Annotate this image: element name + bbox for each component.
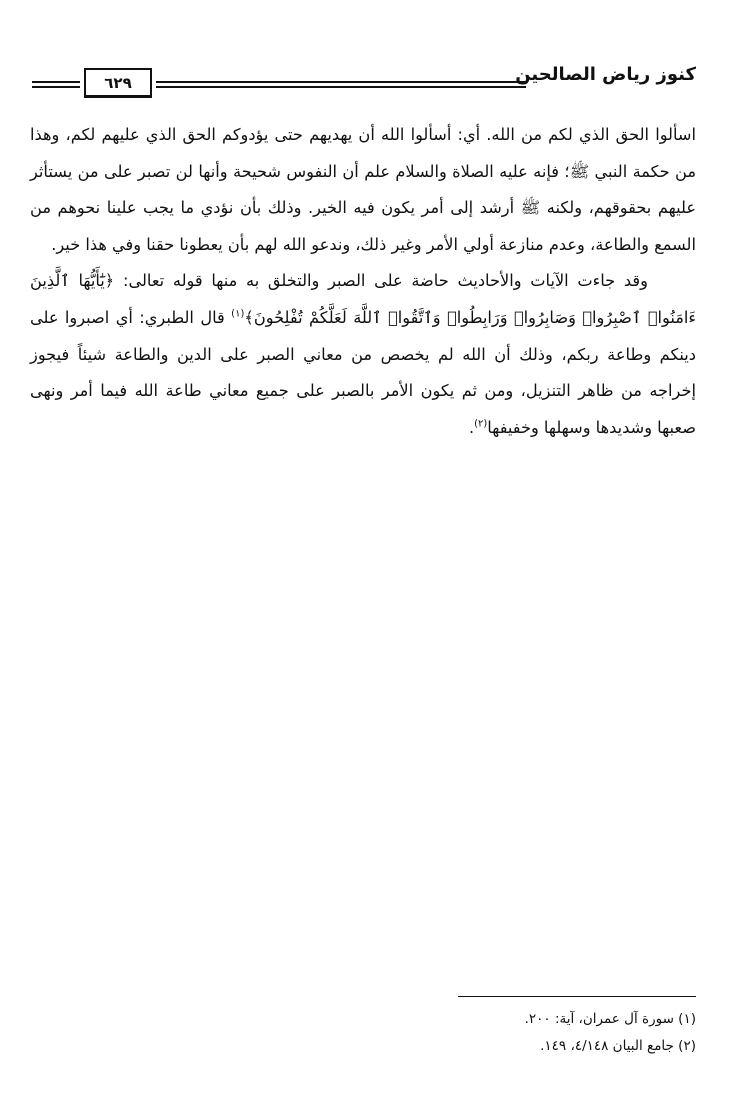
book-title: كنوز رياض الصالحين [515, 64, 696, 85]
footnote-ref-2: (٢) [474, 418, 488, 430]
footnotes [525, 1006, 696, 1060]
paragraph-2-intro: وقد جاءت الآيات والأحاديث حاضة على الصبر والتخلق به منها قوله تعالى: [123, 271, 648, 291]
paragraph-1: اسألوا الحق الذي لكم من الله. أي: أسألوا الله أن يهديهم حتى يؤدوكم الحق الذي عليهم لكم، وهذا من حكمة النبي ﷺ؛ فإنه عليه الصلاة والسلام علم أن النفوس شحيحة وأنها لن تصبر على من يستأثر عليهم بحقوقهم، ولكنه ﷺ أرشد إلى أمر يكون فيه الخير. وذلك بأن نؤدي ما يجب علينا نحوهم من السمع والطاعة، وعدم منازعة أولي الأمر وغير ذلك، وندعو الله لهم بأن يعطونا حقنا وفي هذا خير. [30, 125, 696, 254]
paragraph-2-rest: قال الطبري: أي اصبروا على دينكم وطاعة ربكم، وذلك أن الله لم يخصص من معاني الصبر على الدين والطاعة شيئاً فيجوز إخراجه من ظاهر التنزيل، ومن ثم يكون الأمر بالصبر على جميع معاني طاعة الله فيما أمر ونهى صعبها وشديدها وسهلها وخفيفها [30, 307, 696, 437]
header-rule-right [156, 81, 526, 88]
paragraph-2 [30, 263, 696, 446]
end-punctuation: . [468, 417, 475, 437]
page-number: ٦٢٩ [84, 68, 152, 98]
main-text [30, 117, 696, 446]
footnote-2: (٢) جامع البيان ٤/١٤٨، ١٤٩. [540, 1038, 696, 1054]
quran-verse: ﴿يَٰٓأَيُّهَا ٱلَّذِينَ ءَامَنُوا۟ ٱصْبِرُوا۟ وَصَابِرُوا۟ وَرَابِطُوا۟ وَٱتَّقُوا۟ ٱللَّهَ لَعَلَّكُمْ تُفْلِحُونَ﴾ [30, 271, 697, 327]
footnote-ref-1: (١) [231, 308, 245, 320]
footnote-1: (١) سورة آل عمران، آية: ٢٠٠. [524, 1011, 696, 1027]
header-rule-left [32, 81, 80, 88]
footnote-separator [458, 996, 696, 997]
running-header [32, 60, 696, 100]
